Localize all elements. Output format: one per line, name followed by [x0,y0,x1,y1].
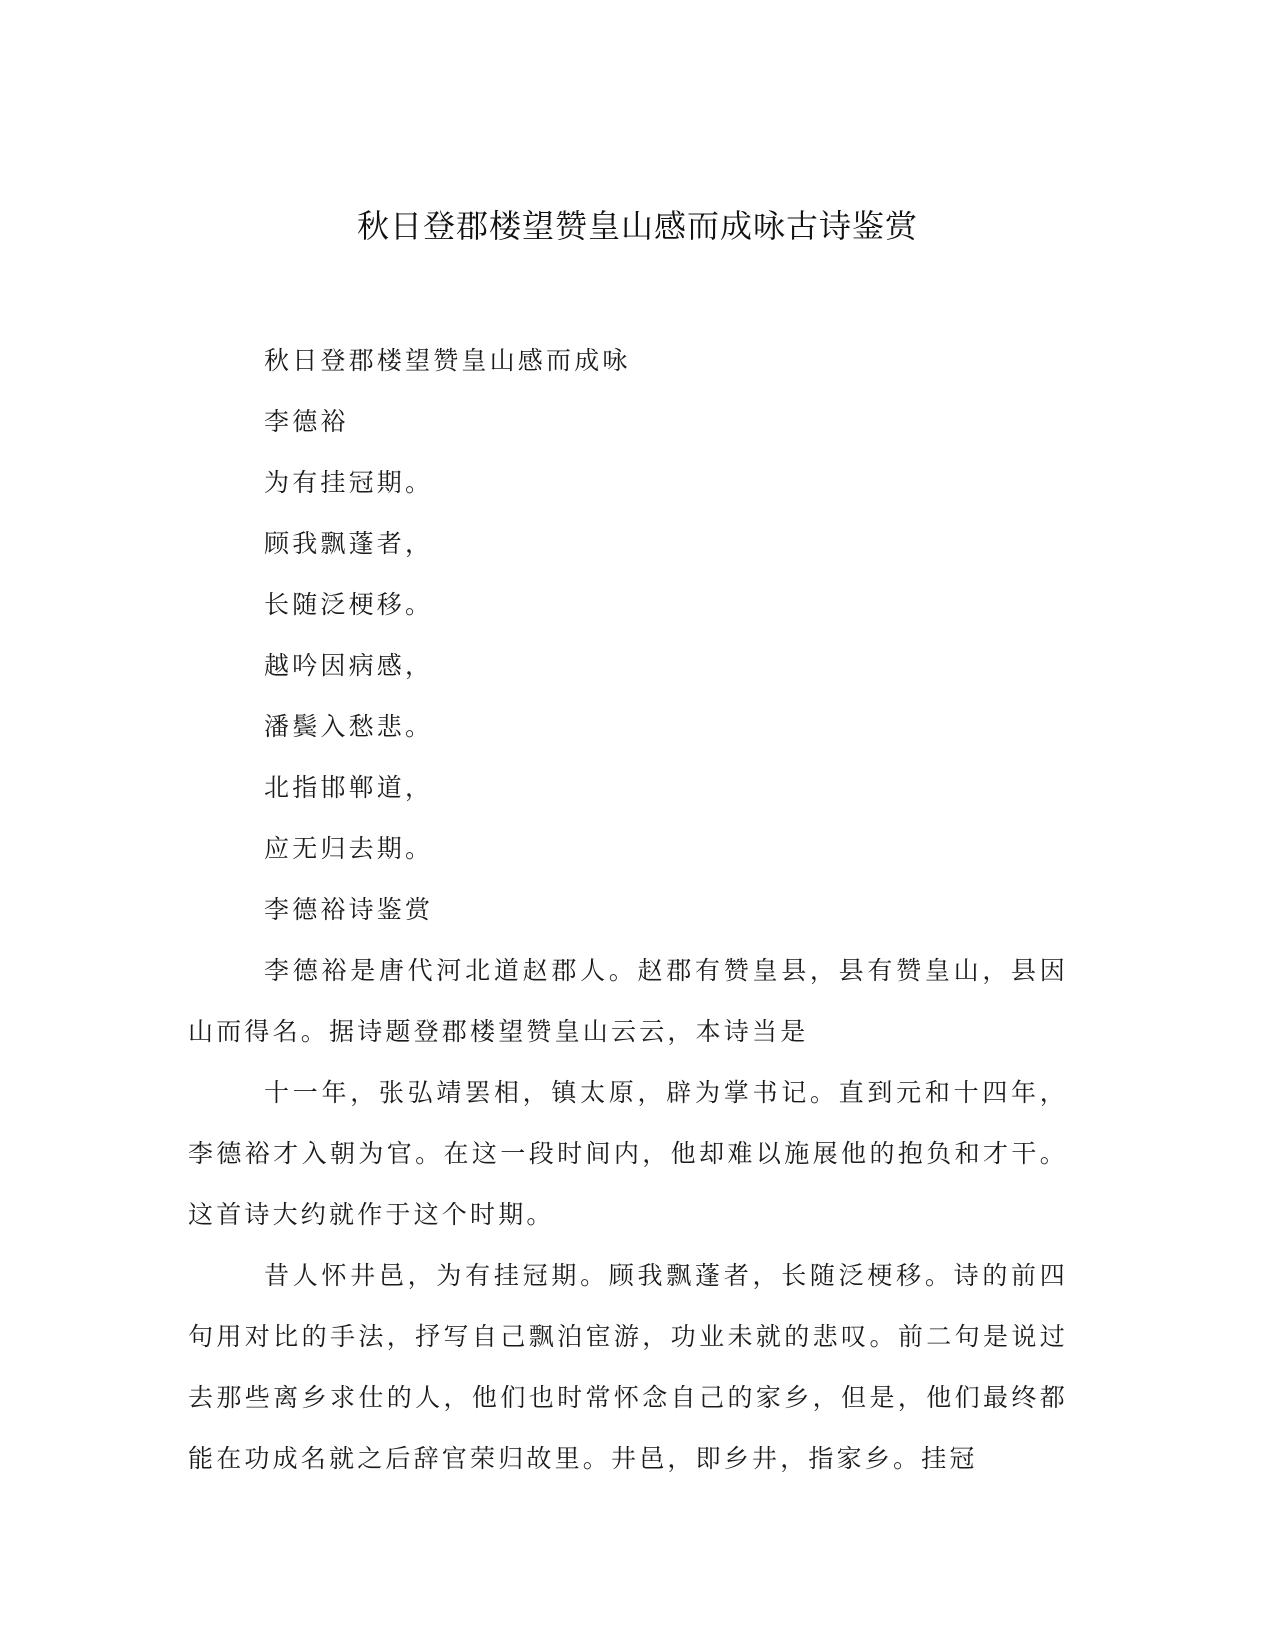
body-paragraph: 李德裕是唐代河北道赵郡人。赵郡有赞皇县，县有赞皇山，县因山而得名。据诗题登郡楼望赞皇山云云，本诗当是 [188,956,1068,1046]
appreciation-heading: 李德裕诗鉴赏 [264,895,434,924]
document-title: 秋日登郡楼望赞皇山感而成咏古诗鉴赏 [356,207,918,245]
poem-line: 潘鬓入愁悲。 [264,712,434,741]
poem-line: 北指邯郸道， [264,773,434,802]
poem-title: 秋日登郡楼望赞皇山感而成咏 [264,346,631,375]
poem-line: 应无归去期。 [264,834,434,863]
body-paragraph: 昔人怀井邑，为有挂冠期。顾我飘蓬者，长随泛梗移。诗的前四句用对比的手法，抒写自己飘泊宦游，功业未就的悲叹。前二句是说过去那些离乡求仕的人，他们也时常怀念自己的家乡，但是，他们最终都能在功成名就之后辞官荣归故里。井邑，即乡井，指家乡。挂冠 [188,1261,1068,1473]
poem-author: 李德裕 [264,407,349,436]
body-paragraph: 十一年，张弘靖罢相，镇太原，辟为掌书记。直到元和十四年，李德裕才入朝为官。在这一段时间内，他却难以施展他的抱负和才干。这首诗大约就作于这个时期。 [188,1078,1068,1229]
poem-line: 顾我飘蓬者， [264,529,434,558]
poem-line: 为有挂冠期。 [264,468,434,497]
poem-line: 长随泛梗移。 [264,590,434,619]
document-body [188,330,1068,1489]
poem-line: 越吟因病感， [264,651,434,680]
